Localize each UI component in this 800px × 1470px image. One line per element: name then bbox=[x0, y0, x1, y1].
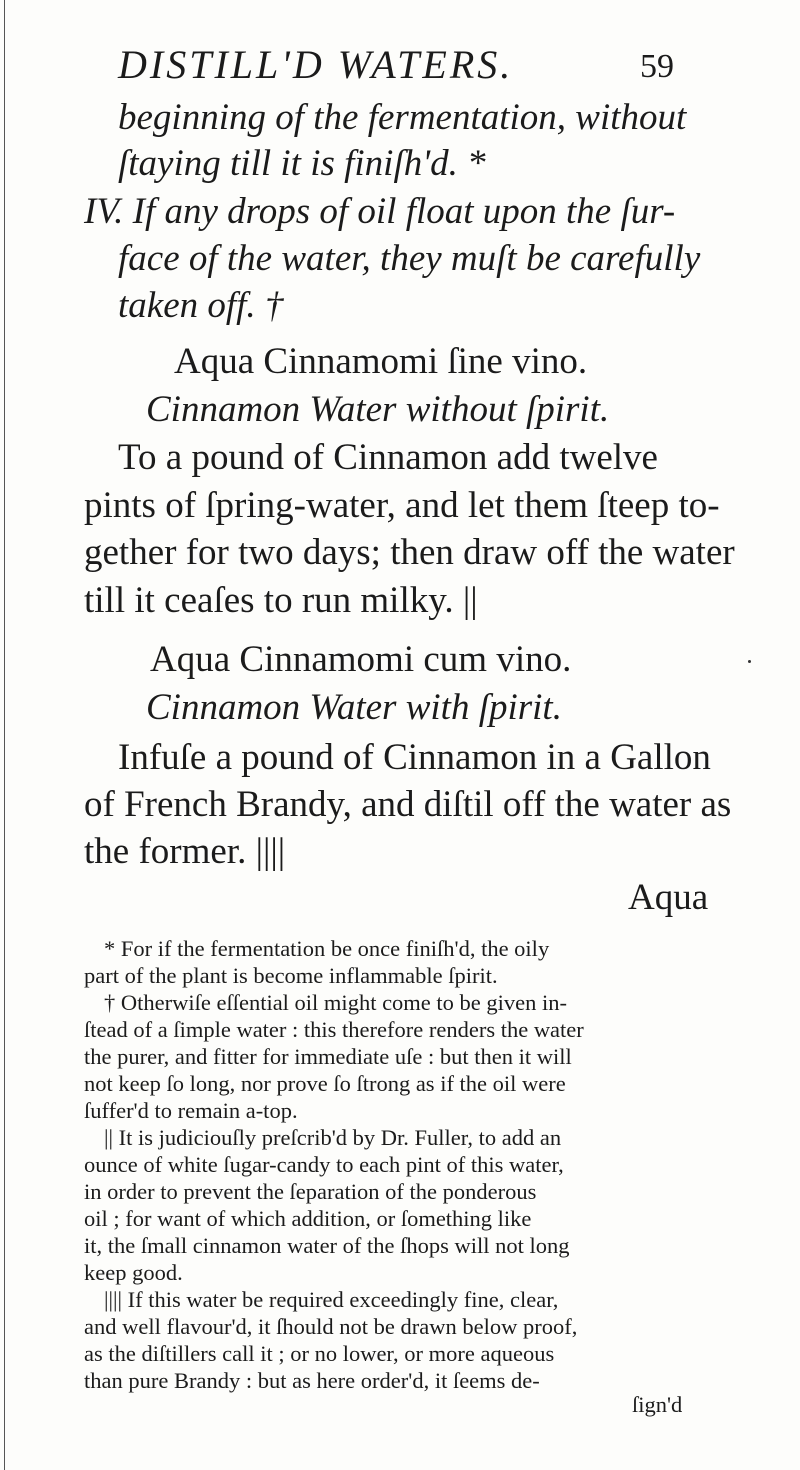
footnote-line: ſtead of a ſimple water : this therefore renders the water bbox=[84, 1017, 584, 1042]
footnote-line: it, the ſmall cinnamon water of the ſhops will not long bbox=[84, 1233, 570, 1258]
body-line: ſtaying till it is finiſh'd. * bbox=[118, 143, 486, 184]
footnote-line: keep good. bbox=[84, 1260, 183, 1285]
body-line: the former. |||| bbox=[84, 831, 286, 872]
footnote-line: |||| If this water be required exceedingly fine, clear, bbox=[104, 1287, 559, 1312]
body-line: beginning of the fermentation, without bbox=[118, 97, 687, 138]
recipe-heading-english: Cinnamon Water without ſpirit. bbox=[146, 389, 610, 430]
footnote-line: the purer, and fitter for immediate uſe : but then it will bbox=[84, 1044, 572, 1069]
body-line: Infuſe a pound of Cinnamon in a Gallon bbox=[118, 737, 711, 778]
footnote-line: in order to prevent the ſeparation of the ponderous bbox=[84, 1179, 537, 1204]
body-line: face of the water, they muſt be carefully bbox=[118, 238, 701, 279]
footnote-line: * For if the fermentation be once finiſh'd, the oily bbox=[104, 936, 550, 961]
footnote-line: part of the plant is become inflammable ſpirit. bbox=[84, 963, 498, 988]
body-line: IV. If any drops of oil float upon the ſur- bbox=[84, 191, 676, 232]
body-line: taken off. † bbox=[118, 285, 284, 326]
footnote-line: † Otherwiſe eſſential oil might come to be given in- bbox=[104, 990, 568, 1015]
page-edge-rule bbox=[4, 0, 5, 1470]
footnote-line: and well flavour'd, it ſhould not be drawn below proof, bbox=[84, 1314, 578, 1339]
body-line: pints of ſpring-water, and let them ſteep to- bbox=[84, 485, 720, 526]
running-title: DISTILL'D WATERS. bbox=[118, 42, 514, 87]
footnote-line: || It is judiciouſly preſcrib'd by Dr. Fuller, to add an bbox=[104, 1125, 562, 1150]
footnote-line: as the diſtillers call it ; or no lower, or more aqueous bbox=[84, 1341, 555, 1366]
footnote-line: than pure Brandy : but as here order'd, it ſeems de- bbox=[84, 1368, 540, 1393]
footnote-catchword: ſign'd bbox=[632, 1392, 683, 1417]
body-line: To a pound of Cinnamon add twelve bbox=[118, 437, 658, 478]
page-number: 59 bbox=[640, 48, 674, 85]
body-line: till it ceaſes to run milky. || bbox=[84, 580, 478, 621]
footnote-line: ounce of white ſugar-candy to each pint of this water, bbox=[84, 1152, 564, 1177]
footnote-line: ſuffer'd to remain a-top. bbox=[84, 1098, 298, 1123]
recipe-heading-latin: Aqua Cinnamomi ſine vino. bbox=[174, 341, 588, 382]
recipe-heading-latin: Aqua Cinnamomi cum vino. bbox=[150, 639, 572, 680]
body-line: gether for two days; then draw off the water bbox=[84, 532, 735, 573]
body-line: of French Brandy, and diſtil off the water as bbox=[84, 784, 732, 825]
recipe-heading-english: Cinnamon Water with ſpirit. bbox=[146, 687, 562, 728]
running-header bbox=[118, 40, 678, 90]
catchword: Aqua bbox=[628, 877, 709, 918]
footnote-line: oil ; for want of which addition, or ſomething like bbox=[84, 1206, 532, 1231]
ink-dot bbox=[748, 660, 751, 663]
footnote-line: not keep ſo long, nor prove ſo ſtrong as if the oil were bbox=[84, 1071, 566, 1096]
